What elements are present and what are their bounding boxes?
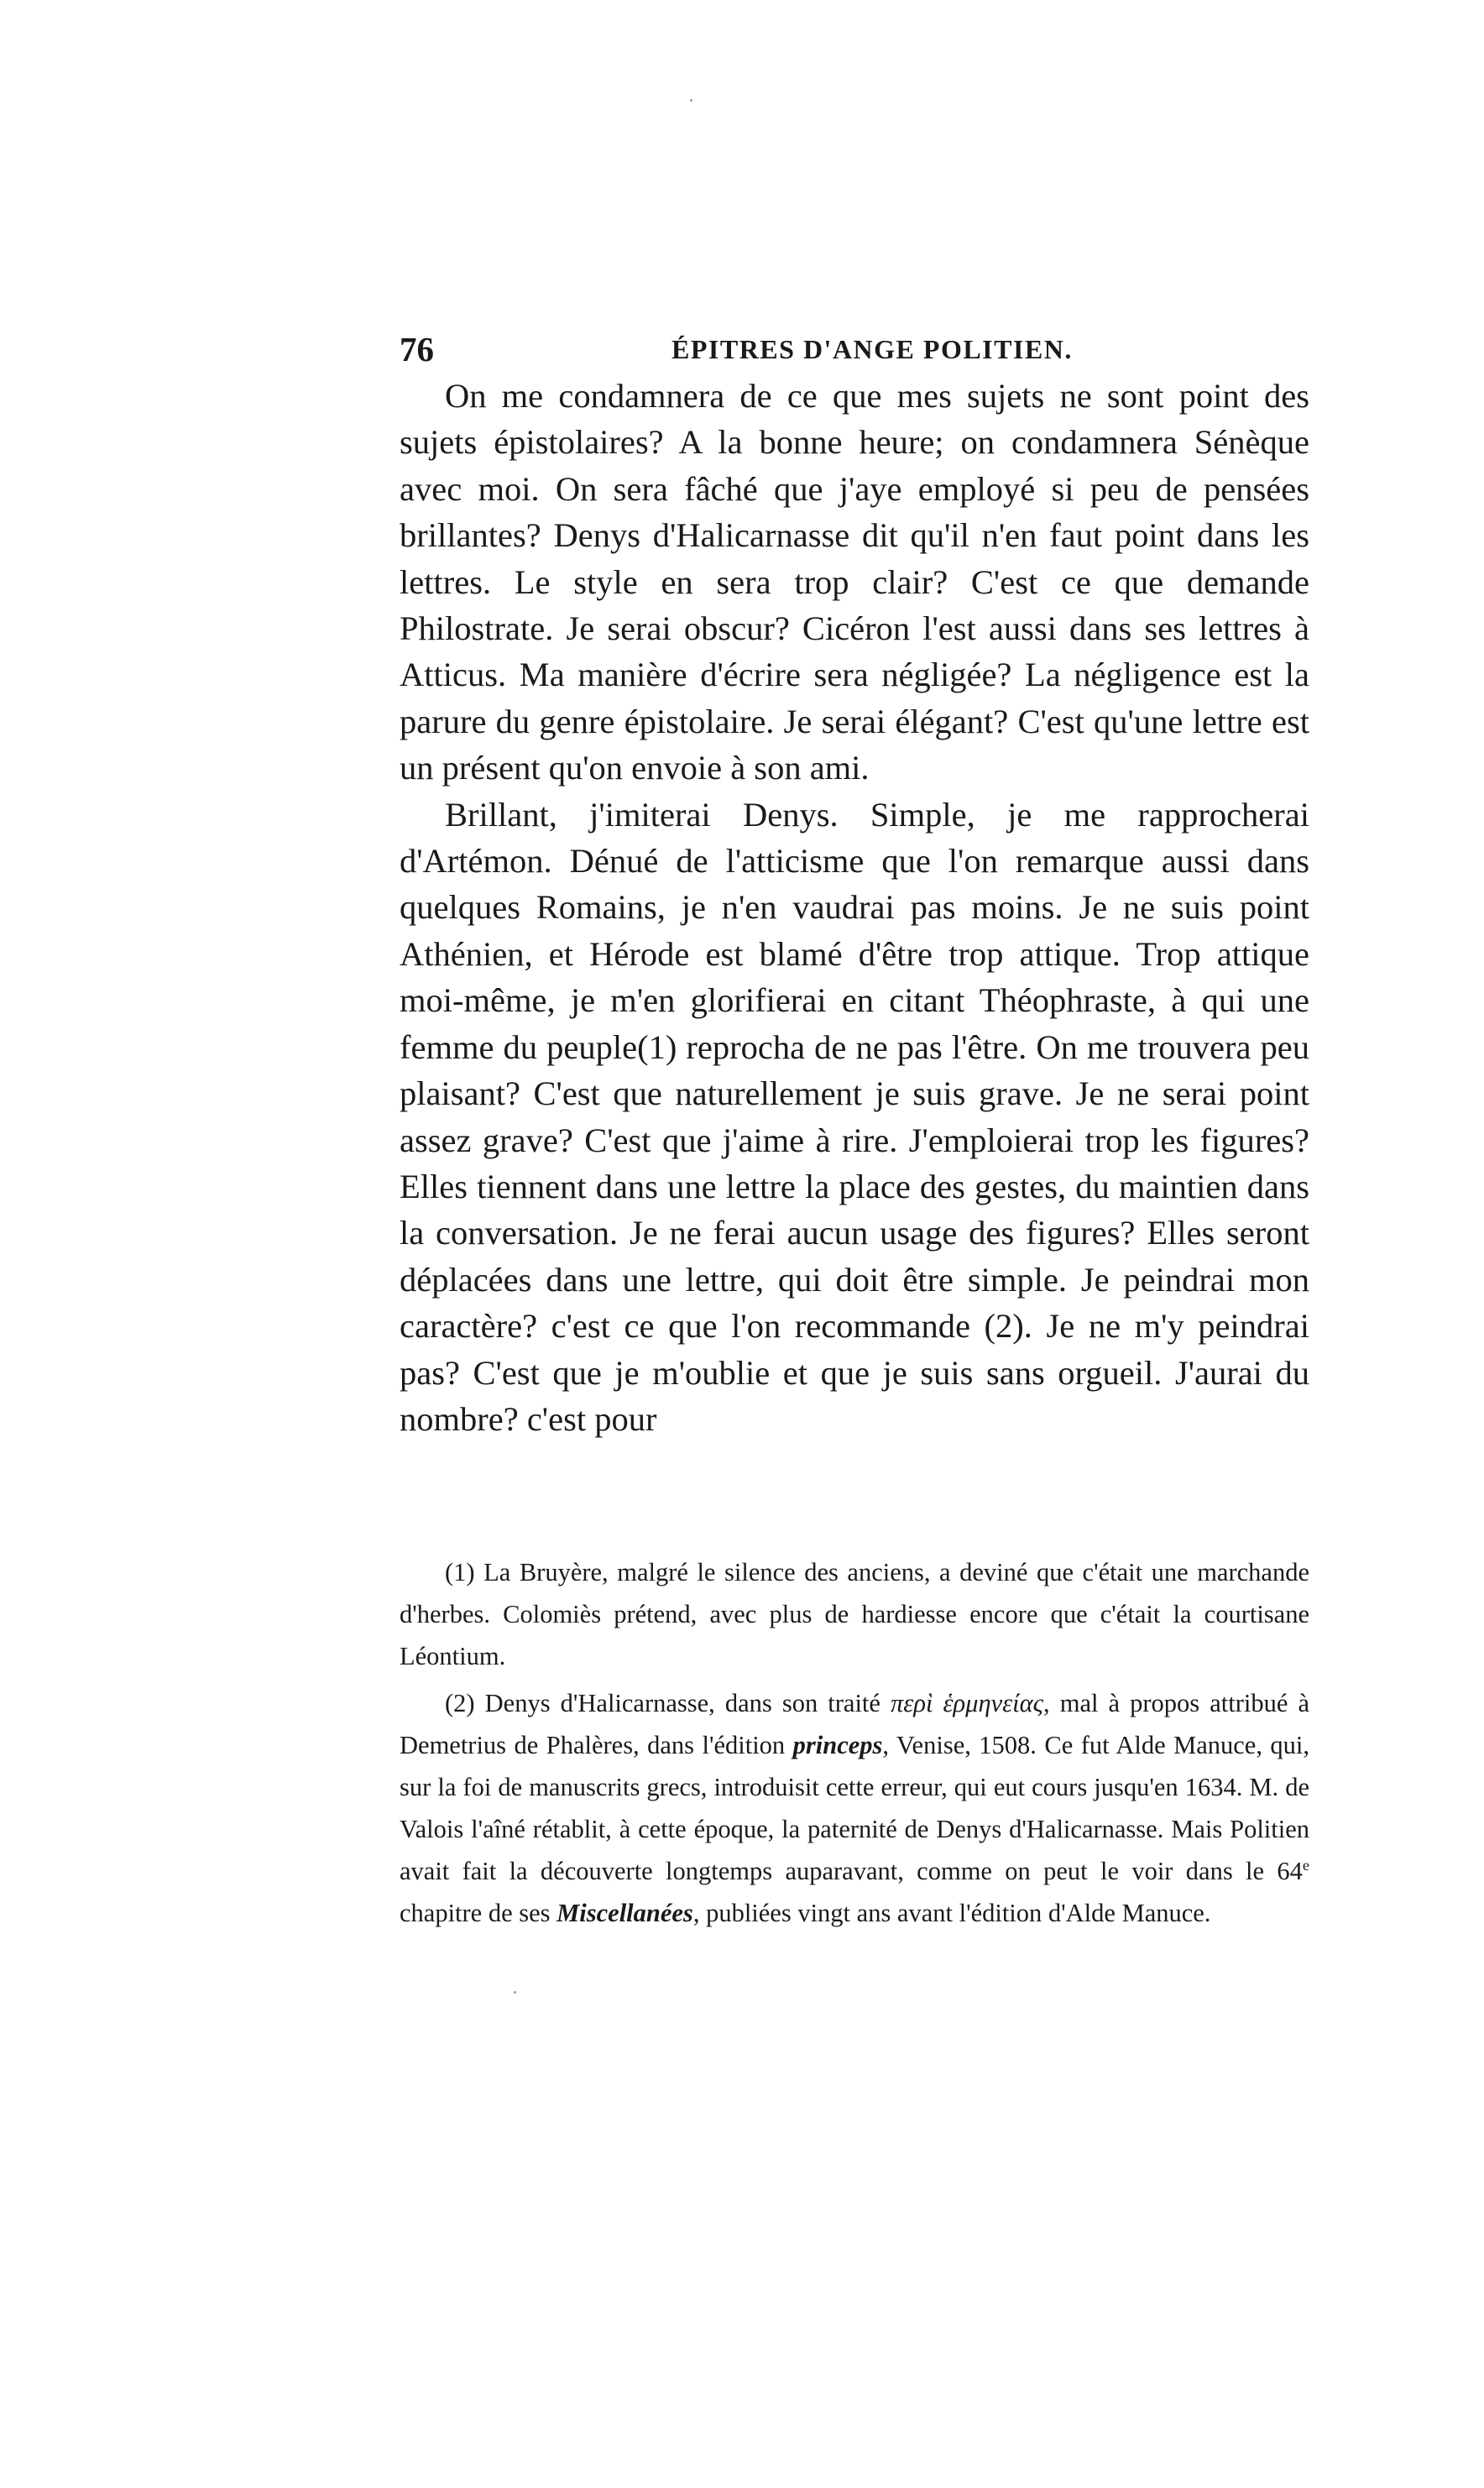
paragraph: Brillant, j'imiterai Denys. Simple, je me rapprocherai d'Artémon. Dénué de l'atticisme que l'on remarque aussi dans quelques Romains, je n'en vaudrai pas moins. Je ne suis point Athénien, et Hérode est blamé d'être trop attique. Trop attique moi-même, je m'en glorifierai en citant Théophraste, à qui une femme du peuple(1) reprocha de ne pas l'être. On me trouvera peu plaisant? C'est que naturellement je suis grave. Je ne serai point assez grave? C'est que j'aime à rire. J'emploierai trop les figures? Elles tiennent dans une lettre la place des gestes, du maintien dans la conversation. Je ne ferai aucun usage des figures? Elles seront déplacées dans une lettre, qui doit être simple. Je peindrai mon caractère? c'est ce que l'on recommande (2). Je ne m'y peindrai pas? C'est que je m'oublie et que je suis sans orgueil. J'aurai du nombre? c'est pour [400,795,1309,1438]
page-header [400,326,1346,373]
page-speck [514,1991,516,1994]
running-title: ÉPITRES D'ANGE POLITIEN. [671,334,1073,364]
footnote-2 [400,1682,1309,1934]
footnote-text: , mal à propos attribué à Demetrius de Phalères, dans l'édition [400,1689,1309,1759]
footnote-1: (1) La Bruyère, malgré le silence des anciens, a deviné que c'était une marchande d'herbes. Colomiès prétend, avec plus de hardiesse encore que c'était la courtisane Léontium. [400,1558,1309,1670]
footnote-text: , Venise, 1508. Ce fut Alde Manuce, qui, sur la foi de manuscrits grecs, introduisit cette erreur, qui eut cours jusqu'en 1634. M. de Valois l'aîné rétablit, à cette époque, la paternité de Denys d'Halicarnasse. Mais Politien avait fait la découverte longtemps auparavant, comme on peut le voir dans le 64 [400,1731,1310,1885]
footnote-text: chapitre de ses [400,1899,551,1927]
superscript: e [1302,1856,1309,1874]
page-speck [690,99,692,102]
paragraph: On me condamnera de ce que mes sujets ne sont point des sujets épistolaires? A la bonne heure; on condamnera Sénèque avec moi. On sera fâché que j'aye employé si peu de pensées brillantes? Denys d'Halicarnasse dit qu'il n'en faut point dans les lettres. Le style en sera trop clair? C'est ce que demande Philostrate. Je serai obscur? Cicéron l'est aussi dans ses lettres à Atticus. Ma manière d'écrire sera négligée? La négligence est la parure du genre épistolaire. Je serai élégant? C'est qu'une lettre est un présent qu'on envoie à son ami. [400,377,1309,787]
greek-title: περὶ ἑρμηνείας [891,1689,1044,1717]
footnote-text: , publiées vingt ans avant l'édition d'Alde Manuce. [692,1899,1211,1927]
main-text [400,373,1309,1442]
page-number: 76 [400,330,434,368]
italic-title: Miscellanées [556,1899,693,1927]
italic-term: princeps [792,1731,883,1759]
footnote-text: (2) Denys d'Halicarnasse, dans son traité [445,1689,880,1717]
footnotes [400,1551,1309,1939]
